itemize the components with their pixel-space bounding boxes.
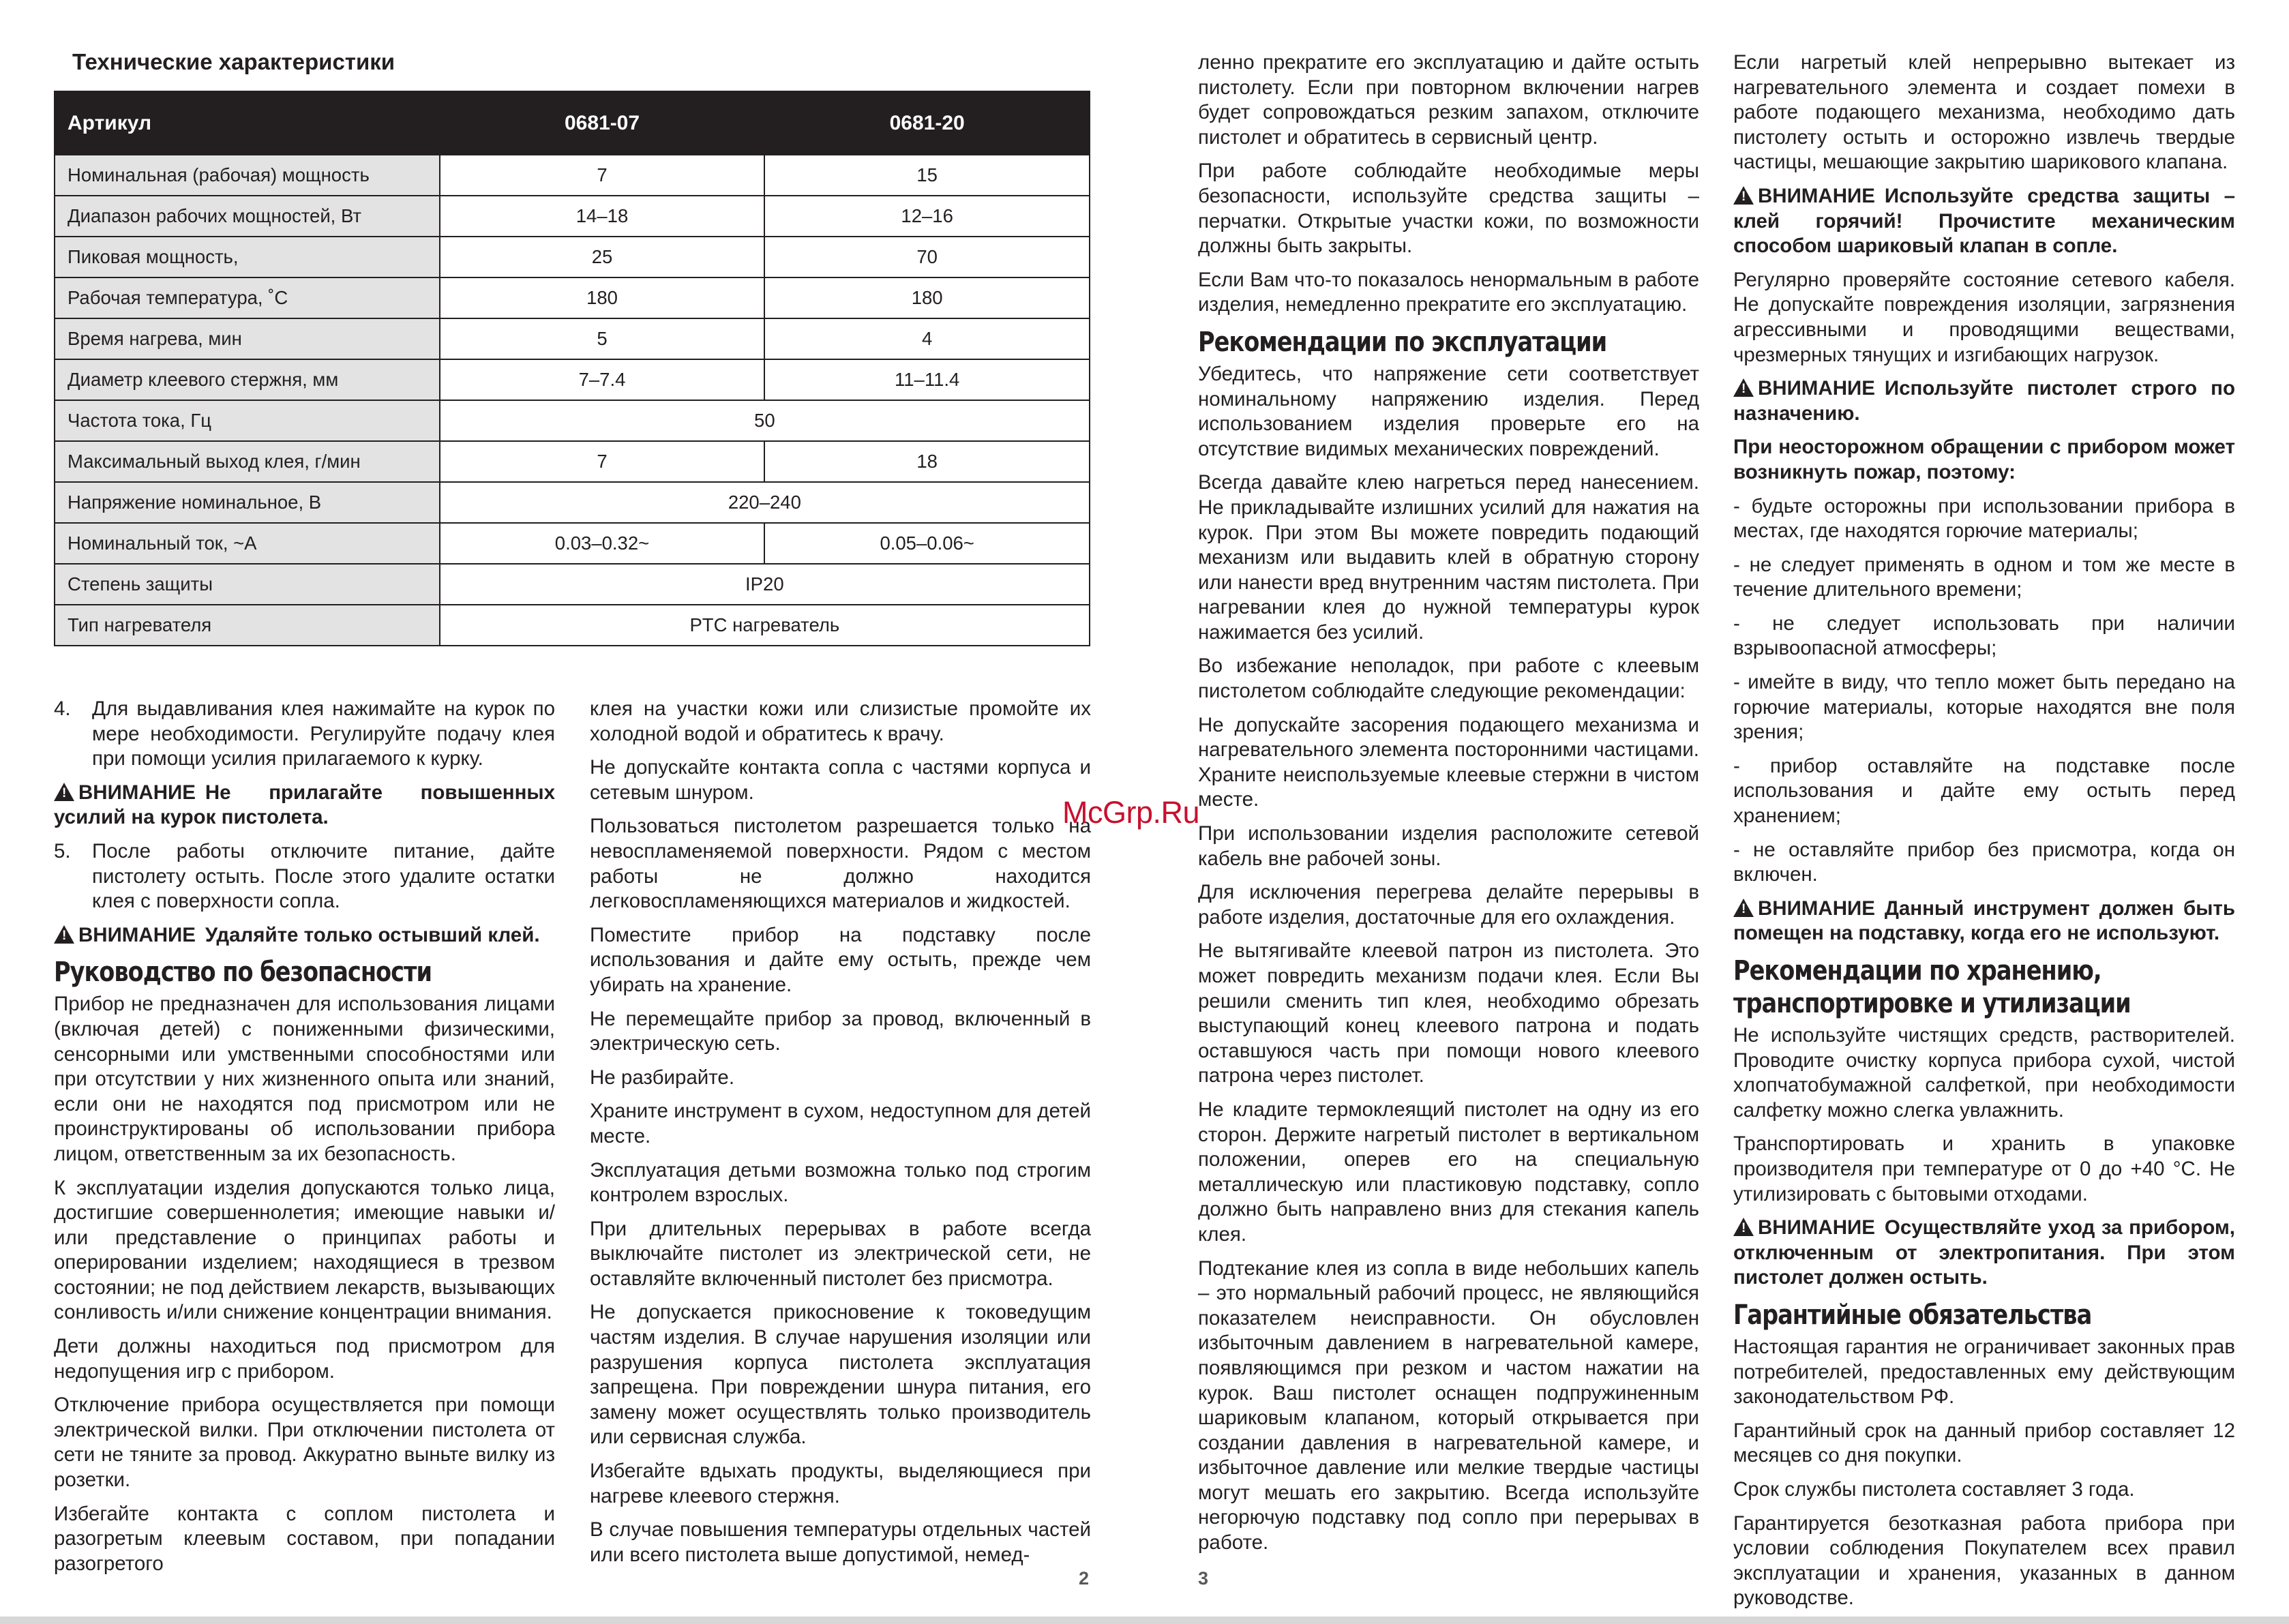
spec-label: Диапазон рабочих мощностей, Вт	[55, 196, 440, 237]
warning-text: Не прилагайте повышенных усилий на курок пистолета.	[54, 781, 555, 829]
paragraph: Избегайте вдыхать продукты, выделяющиеся при нагреве клеевого стержня.	[590, 1460, 1091, 1507]
paragraph: Не используйте чистящих средств, растворителей. Проводите очистку корпуса прибора сухой, чистой хлопчатобумажной салфеткой, при необходимости салфетку можно слегка увлажнить.	[1733, 1024, 2235, 1122]
warning-block	[54, 781, 555, 830]
page-number-right: 3	[1198, 1568, 1209, 1589]
paragraph: Во избежание неполадок, при работе с клеевым пистолетом соблюдайте следующие рекомендации:	[1198, 655, 1699, 703]
paragraph: Прибор не предназначен для использования лицами (включая детей) с пониженными физическими, сенсорными или умственными способностями или при отсутствии у них жизненного опыта или знаний, если они не находятся под присмотром или не проинструктированы об использовании прибора лицом, ответственным за их безопасность.	[54, 993, 555, 1165]
paragraph: Если Вам что-то показалось ненормальным в работе изделия, немедленно прекратите его эксплуатацию.	[1198, 268, 1699, 316]
spec-value: 14–18	[440, 196, 765, 237]
paragraph: Поместите прибор на подставку после использования и дайте ему остыть, прежде чем убирать на хранение.	[590, 923, 1091, 996]
warning-block	[54, 923, 555, 948]
spec-header-model-a: 0681-07	[440, 91, 765, 155]
list-item	[54, 839, 555, 914]
table-row	[55, 564, 1090, 605]
paragraph: Всегда давайте клею нагреться перед нанесением. Не прикладывайте излишних усилий для нажатия на курок. При этом Вы можете повредить подающий механизм или выдавить клей в обратную сторону или нанести вред внутренним частям пистолета. При нагревании клея до нужной температуры курок нажимается без усилий.	[1198, 471, 1699, 644]
spec-value: 11–11.4	[764, 359, 1090, 400]
paragraph: Дети должны находиться под присмотром для недопущения игр с прибором.	[54, 1335, 555, 1383]
spec-value: 5	[440, 318, 765, 359]
paragraph: Для исключения перегрева делайте перерывы в работе изделия, достаточные для его охлаждения.	[1198, 881, 1699, 929]
paragraph: Гарантийный срок на данный прибор составляет 12 месяцев со дня покупки.	[1733, 1419, 2235, 1467]
spec-label: Напряжение номинальное, В	[55, 482, 440, 523]
spec-value: 7	[440, 155, 765, 196]
spec-label: Рабочая температура, ˚С	[55, 277, 440, 318]
warning-icon	[54, 925, 74, 944]
table-row	[55, 523, 1090, 564]
steps-list	[54, 697, 555, 772]
paragraph: Подтекание клея из сопла в виде небольших капель – это нормальный рабочий процесс, не являющийся показателем неисправности. Он обусловлен избыточным давлением в нагревательной камере, появляющимся при резком и частом нажатии на курок. Ваш пистолет оснащен подпружиненным шариковым клапаном, который открывается при создании давления в нагревательной камере, и избыточное давление или мелкие твердые частицы могут мешать его закрытию. Всегда используйте негорючую подставку под сопло при перерывах в работе.	[1198, 1257, 1699, 1554]
paragraph: К эксплуатации изделия допускаются только лица, достигшие совершеннолетия; имеющие навыки и/или представление о принципах работы и оперировании изделием; находящиеся в трезвом состоянии; не под действием лекарств, вызывающих сонливость и/или снижение концентрации внимания.	[54, 1176, 555, 1324]
spec-label: Тип нагревателя	[55, 605, 440, 646]
spec-label: Частота тока, Гц	[55, 400, 440, 441]
spec-value-merged: 220–240	[440, 482, 1090, 523]
table-row	[55, 605, 1090, 646]
column-1	[54, 697, 555, 1585]
warning-icon	[1733, 1218, 1754, 1236]
warning-text: Осуществляйте уход за прибором, отключенным от электропитания. При этом пистолет должен остыть.	[1733, 1216, 2235, 1289]
spec-value: 0.03–0.32~	[440, 523, 765, 564]
spec-value: 70	[764, 237, 1090, 277]
paragraph: Не перемещайте прибор за провод, включенный в электрическую сеть.	[590, 1007, 1091, 1055]
spec-value: 180	[440, 277, 765, 318]
section-heading-storage-line2: транспортировке и утилизации	[1733, 988, 2131, 1019]
paragraph: При длительных перерывах в работе всегда выключайте пистолет из электрической сети, не оставляйте включенный пистолет без присмотра.	[590, 1217, 1091, 1290]
paragraph: Настоящая гарантия не ограничивает законных прав потребителей, предоставленных ему действующим законодательством РФ.	[1733, 1335, 2235, 1409]
spec-table	[54, 91, 1090, 646]
spec-label: Пиковая мощность,	[55, 237, 440, 277]
warning-keyword: ВНИМАНИЕ	[1758, 184, 1875, 207]
warning-icon	[54, 783, 74, 801]
paragraph: Не разбирайте.	[590, 1066, 735, 1089]
step-number: 5.	[54, 839, 71, 862]
paragraph: Не допускается прикосновение к токоведущим частям изделия. В случае нарушения изоляции или разрушения корпуса пистолета эксплуатация запрещена. При повреждении шнура питания, его замену может осуществлять только производитель или сервисная служба.	[590, 1301, 1091, 1449]
bottom-divider	[0, 1617, 2289, 1624]
spec-title: Технические характеристики	[72, 49, 395, 74]
warning-icon	[1733, 378, 1754, 397]
spec-value-merged: PTC нагреватель	[440, 605, 1090, 646]
section-heading-safety: Руководство по безопасности	[54, 957, 432, 989]
spec-label: Номинальная (рабочая) мощность	[55, 155, 440, 196]
watermark: McGrp.Ru	[1062, 795, 1200, 830]
warning-block	[1733, 376, 2235, 426]
paragraph: клея на участки кожи или слизистые промойте их холодной водой и обратитесь к врачу.	[590, 697, 1091, 745]
column-4	[1733, 50, 2235, 1620]
paragraph: Не вытягивайте клеевой патрон из пистолета. Это может повредить механизм подачи клея. Если Вы решили сменить тип клея, необходимо обрезать выступающий конец клеевого патрона и подать оставшуюся часть при помощи нового клеевого патрона через пистолет.	[1198, 939, 1699, 1087]
spec-value: 15	[764, 155, 1090, 196]
paragraph: Транспортировать и хранить в упаковке производителя при температуре от 0 до +40 °С. Не утилизировать с бытовыми отходами.	[1733, 1132, 2235, 1205]
paragraph: Не допускайте контакта сопла с частями корпуса и сетевым шнуром.	[590, 756, 1091, 804]
page-number-left: 2	[1079, 1568, 1090, 1589]
warning-block	[1733, 184, 2235, 259]
spec-header-article: Артикул	[55, 91, 440, 155]
paragraph: ленно прекратите его эксплуатацию и дайте остыть пистолету. Если при повторном включении нагрев будет сопровождаться резким запахом, отключите пистолет и обратитесь в сервисный центр.	[1198, 51, 1699, 149]
table-row	[55, 359, 1090, 400]
step-text: Для выдавливания клея нажимайте на курок по мере необходимости. Регулируйте подачу клея при помощи усилия прилагаемого к курку.	[92, 697, 555, 770]
step-text: После работы отключите питание, дайте пистолету остыть. После этого удалите остатки клея с поверхности сопла.	[92, 839, 555, 913]
list-item: - не следует использовать при наличии взрывоопасной атмосферы;	[1733, 612, 2235, 660]
column-3	[1198, 50, 1699, 1565]
spec-value: 18	[764, 441, 1090, 482]
warning-text: Используйте средства защиты – клей горячий! Прочистите механическим способом шариковый клапан в сопле.	[1733, 184, 2235, 258]
paragraph: Храните инструмент в сухом, недоступном для детей месте.	[590, 1100, 1091, 1147]
warning-keyword: ВНИМАНИЕ	[1758, 1216, 1875, 1239]
paragraph: Убедитесь, что напряжение сети соответствует номинальному напряжению изделия. Перед использованием изделия проверьте его на отсутствие видимых механических повреждений.	[1198, 362, 1699, 460]
spec-header-row	[55, 91, 1090, 155]
spec-value-merged: IP20	[440, 564, 1090, 605]
paragraph: Избегайте контакта с соплом пистолета и разогретым клеевым составом, при попадании разогретого	[54, 1502, 555, 1575]
spec-value: 7	[440, 441, 765, 482]
spec-label: Степень защиты	[55, 564, 440, 605]
list-item: - имейте в виду, что тепло может быть передано на горючие материалы, которые находятся вне поля зрения;	[1733, 671, 2235, 744]
paragraph: Гарантируется безотказная работа прибора при условии соблюдения Покупателем всех правил эксплуатации и хранения, указанных в данном руководстве.	[1733, 1512, 2235, 1610]
warning-text: Данный инструмент должен быть помещен на подставку, когда его не используют.	[1733, 897, 2235, 945]
paragraph: При работе соблюдайте необходимые меры безопасности, используйте средства защиты – перчатки. Открытые участки кожи, по возможности должны быть закрыты.	[1198, 160, 1699, 258]
spec-value: 12–16	[764, 196, 1090, 237]
spec-header-model-b: 0681-20	[764, 91, 1090, 155]
table-row	[55, 318, 1090, 359]
table-row	[55, 155, 1090, 196]
paragraph: Не допускайте засорения подающего механизма и нагревательного элемента посторонними частицами. Храните неиспользуемые клеевые стержни в чистом месте.	[1198, 713, 1699, 811]
spec-value: 7–7.4	[440, 359, 765, 400]
spec-value-merged: 50	[440, 400, 1090, 441]
warning-block	[1733, 897, 2235, 946]
fire-warning-heading: При неосторожном обращении с прибором может возникнуть пожар, поэтому:	[1733, 436, 2235, 483]
spec-value: 4	[764, 318, 1090, 359]
spec-value: 0.05–0.06~	[764, 523, 1090, 564]
list-item: - будьте осторожны при использовании прибора в местах, где находятся горючие материалы;	[1733, 494, 2235, 543]
paragraph: Не кладите термоклеящий пистолет на одну из его сторон. Держите нагретый пистолет в вертикальном положении, оперев его на специальную металлическую или пластиковую подставку, сопло должно быть направлено вниз для стекания капель клея.	[1198, 1098, 1699, 1246]
spec-label: Номинальный ток, ~А	[55, 523, 440, 564]
steps-list	[54, 839, 555, 914]
warning-text: Используйте пистолет строго по назначению.	[1733, 377, 2235, 425]
warning-keyword: ВНИМАНИЕ	[1758, 377, 1875, 400]
paragraph: Эксплуатация детьми возможна только под строгим контролем взрослых.	[590, 1158, 1091, 1207]
table-row	[55, 441, 1090, 482]
list-item: - прибор оставляйте на подставке после использования и дайте ему остыть перед хранением;	[1733, 754, 2235, 828]
warning-keyword: ВНИМАНИЕ	[78, 781, 196, 804]
table-row	[55, 237, 1090, 277]
list-item	[54, 697, 555, 772]
warning-icon	[1733, 899, 1754, 917]
table-row	[55, 400, 1090, 441]
warning-text: Удаляйте только остывший клей.	[205, 923, 540, 946]
paragraph: При использовании изделия расположите сетевой кабель вне рабочей зоны.	[1198, 822, 1699, 870]
warning-block	[1733, 1216, 2235, 1291]
warning-keyword: ВНИМАНИЕ	[1758, 897, 1875, 920]
fire-precautions-list	[1733, 494, 2235, 888]
warning-keyword: ВНИМАНИЕ	[78, 923, 196, 946]
column-2	[590, 697, 1091, 1576]
spec-label: Диаметр клеевого стержня, мм	[55, 359, 440, 400]
table-row	[55, 196, 1090, 237]
table-row	[55, 482, 1090, 523]
spec-label: Время нагрева, мин	[55, 318, 440, 359]
spec-label: Максимальный выход клея, г/мин	[55, 441, 440, 482]
spec-value: 25	[440, 237, 765, 277]
section-heading-warranty: Гарантийные обязательства	[1733, 1299, 2092, 1331]
paragraph: Регулярно проверяйте состояние сетевого кабеля. Не допускайте повреждения изоляции, загрязнения агрессивными и проводящими веществами, чрезмерных тянущих и изгибающих нагрузок.	[1733, 268, 2235, 366]
paragraph: Отключение прибора осуществляется при помощи электрической вилки. При отключении пистолета от сети не тяните за провод. Аккуратно выньте вилку из розетки.	[54, 1394, 555, 1492]
paragraph: Если нагретый клей непрерывно вытекает из нагревательного элемента и создает помехи в работе подающего механизма, необходимо дать пистолету остыть и осторожно извлечь твердые частицы, мешающие закрытию шарикового клапана.	[1733, 51, 2235, 174]
warning-icon	[1733, 186, 1754, 205]
paragraph: Срок службы пистолета составляет 3 года.	[1733, 1477, 2135, 1501]
spec-value: 180	[764, 277, 1090, 318]
list-item: - не оставляйте прибор без присмотра, когда он включен.	[1733, 838, 2235, 886]
paragraph: В случае повышения температуры отдельных частей или всего пистолета выше допустимой, немед-	[590, 1518, 1091, 1566]
section-heading-storage: Рекомендации по хранению,	[1733, 955, 2101, 987]
section-heading-recommendations: Рекомендации по эксплуатации	[1198, 326, 1607, 358]
step-number: 4.	[54, 697, 71, 720]
table-row	[55, 277, 1090, 318]
paragraph: Пользоваться пистолетом разрешается только на невоспламеняемой поверхности. Рядом с местом работы не должно находится легковоспламеняющихся материалов и жидкостей.	[590, 815, 1091, 913]
list-item: - не следует применять в одном и том же месте в течение длительного времени;	[1733, 553, 2235, 601]
